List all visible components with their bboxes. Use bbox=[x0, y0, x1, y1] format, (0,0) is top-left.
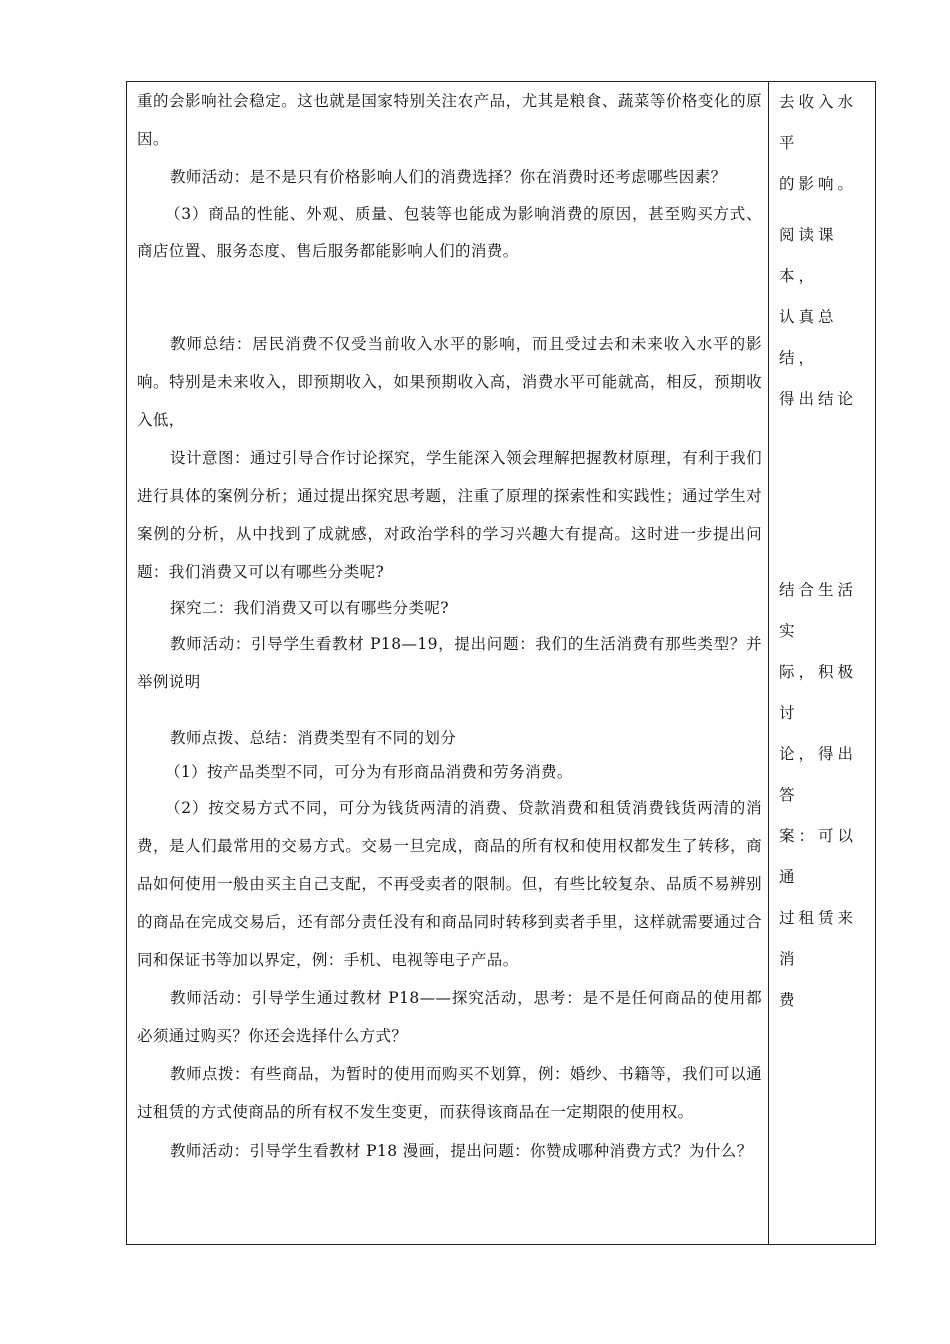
side-line: 认真总结， bbox=[779, 308, 838, 367]
paragraph: 设计意图：通过引导合作讨论探究，学生能深入领会理解把握教材原理，有利于我们进行具体的案例分析；通过提出探究思考题，注重了原理的探索性和实践性；通过学生对案例的分析，从中找到了成就感，对政治学科的学习兴趣大有提高。这时进一步提出问题：我们消费又可以有哪些分类呢? bbox=[137, 449, 762, 581]
side-line: 去收入水平 bbox=[779, 93, 858, 152]
paragraph: 教师总结：居民消费不仅受当前收入水平的影响，而且受过去和未来收入水平的影响。特别是未来收入，即预期收入，如果预期收入高，消费水平可能就高，相反，预期收入低， bbox=[137, 335, 762, 429]
side-line: 得出结论 bbox=[779, 390, 858, 408]
paragraph: 教师活动：引导学生通过教材 P18——探究活动，思考：是不是任何商品的使用都必须通过购买？你还会选择什么方式？ bbox=[137, 989, 762, 1045]
paragraph: 教师活动：引导学生看教材 P18 漫画，提出问题：你赞成哪种消费方式？为什么？ bbox=[170, 1142, 753, 1160]
side-line: 案：可以通 bbox=[779, 827, 858, 886]
student-activity-column bbox=[779, 82, 871, 1021]
lesson-table bbox=[126, 81, 876, 1245]
paragraph: 重的会影响社会稳定。这也就是国家特别关注农产品，尤其是粮食、蔬菜等价格变化的原因。 bbox=[137, 92, 762, 148]
side-line: 结合生活实 bbox=[779, 581, 858, 640]
side-line: 论，得出答 bbox=[779, 745, 858, 804]
column-divider bbox=[768, 82, 769, 1244]
side-line: 费 bbox=[779, 991, 799, 1009]
side-line: 际，积极讨 bbox=[779, 663, 858, 722]
paragraph: 教师点拨：有些商品，为暂时的使用而购买不划算，例：婚纱、书籍等，我们可以通过租赁的方式使商品的所有权不发生变更，而获得该商品在一定期限的使用权。 bbox=[137, 1065, 762, 1121]
side-line: 的影响。 bbox=[779, 175, 858, 193]
side-line: 过租赁来消 bbox=[779, 909, 858, 968]
paragraph: 教师活动：是不是只有价格影响人们的消费选择？你在消费时还考虑哪些因素？ bbox=[170, 168, 727, 186]
paragraph: 教师活动：引导学生看教材 P18—19，提出问题：我们的生活消费有那些类型？并举例说明 bbox=[137, 635, 762, 691]
paragraph: （3）商品的性能、外观、质量、包装等也能成为影响消费的原因，甚至购买方式、商店位置、服务态度、售后服务都能影响人们的消费。 bbox=[137, 205, 762, 260]
paragraph: （2）按交易方式不同，可分为钱货两清的消费、贷款消费和租赁消费钱货两清的消费，是人们最常用的交易方式。交易一旦完成，商品的所有权和使用权都发生了转移，商品如何使用一般由买主自己支配，不再受卖者的限制。但，有些比较复杂、品质不易辨别的商品在完成交易后，还有部分责任没有和商品同时转移到卖者手里，这样就需要通过合同和保证书等加以界定，例：手机、电视等电子产品。 bbox=[137, 799, 762, 969]
paragraph: （1）按产品类型不同，可分为有形商品消费和劳务消费。 bbox=[165, 763, 573, 781]
side-line: 阅读课本， bbox=[779, 226, 838, 285]
paragraph: 探究二：我们消费又可以有哪些分类呢? bbox=[170, 599, 450, 617]
teaching-content-column bbox=[137, 82, 762, 1171]
paragraph: 教师点拨、总结：消费类型有不同的划分 bbox=[170, 729, 457, 747]
